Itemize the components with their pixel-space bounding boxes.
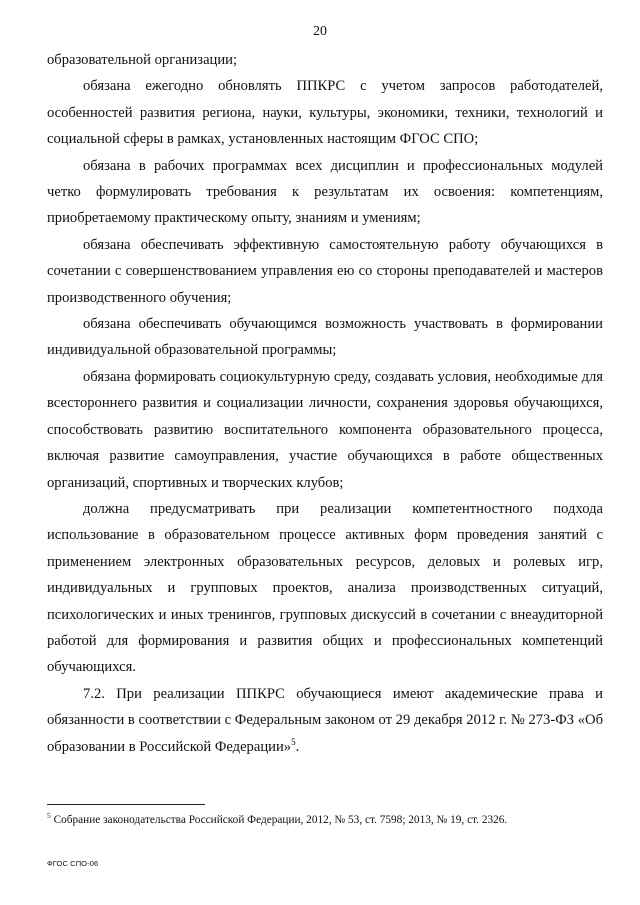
footnote-mark: 5 — [47, 811, 51, 821]
body-text — [47, 47, 603, 760]
footnote — [47, 813, 603, 828]
document-code: ФГОС СПО-06 — [47, 859, 99, 868]
paragraph-individual-program: обязана обеспечивать обучающимся возможность участвовать в формировании индивидуальной образовательной программы; — [47, 316, 603, 359]
page-number: 20 — [313, 24, 327, 39]
paragraph-update-ppkrs: обязана ежегодно обновлять ППКРС с учетом запросов работодателей, особенностей развития региона, науки, культуры, экономики, техники, технологий и социальной сферы в рамках, установленных настоящим ФГОС СПО; — [47, 78, 603, 148]
footnote-reference: 5 — [291, 736, 296, 747]
paragraph-active-forms: должна предусматривать при реализации компетентностного подхода использование в образовательном процессе активных форм проведения занятий с применением электронных образовательных ресурсов, деловых и ролевых игр, индивидуальных и групповых проектов, анализа производственных ситуаций, психологических и иных тренингов, групповых дискуссий в сочетании с внеаудиторной работой для формирования и развития общих и профессиональных компетенций обучающихся. — [47, 500, 603, 676]
paragraph-7-2 — [47, 681, 603, 760]
paragraph-7-2-end: . — [295, 738, 300, 755]
paragraph-independent-work: обязана обеспечивать эффективную самостоятельную работу обучающихся в сочетании с совершенствованием управления ею со стороны преподавателей и мастеров производственного обучения; — [47, 236, 603, 306]
paragraph-work-programs: обязана в рабочих программах всех дисциплин и профессиональных модулей четко формулировать требования к результатам их освоения: компетенциям, приобретаемому практическому опыту, знаниям и умениям; — [47, 157, 603, 227]
paragraph-7-2-text: 7.2. При реализации ППКРС обучающиеся имеют академические права и обязанности в соответствии с Федеральным законом от 29 декабря 2012 г. № 273-ФЗ «Об образовании в Российской Федерации» — [47, 685, 603, 755]
footnote-text: Собрание законодательства Российской Федерации, 2012, № 53, ст. 7598; 2013, № 19, ст. 2326. — [50, 814, 508, 826]
paragraph-sociocultural-environment: обязана формировать социокультурную среду, создавать условия, необходимые для всестороннего развития и социализации личности, сохранения здоровья обучающихся, способствовать развитию воспитательного компонента образовательного процесса, включая развитие самоуправления, участие обучающихся в работе общественных организаций, спортивных и творческих клубов; — [47, 368, 603, 491]
paragraph-continuation: образовательной организации; — [47, 52, 238, 68]
footnote-divider — [47, 804, 205, 805]
